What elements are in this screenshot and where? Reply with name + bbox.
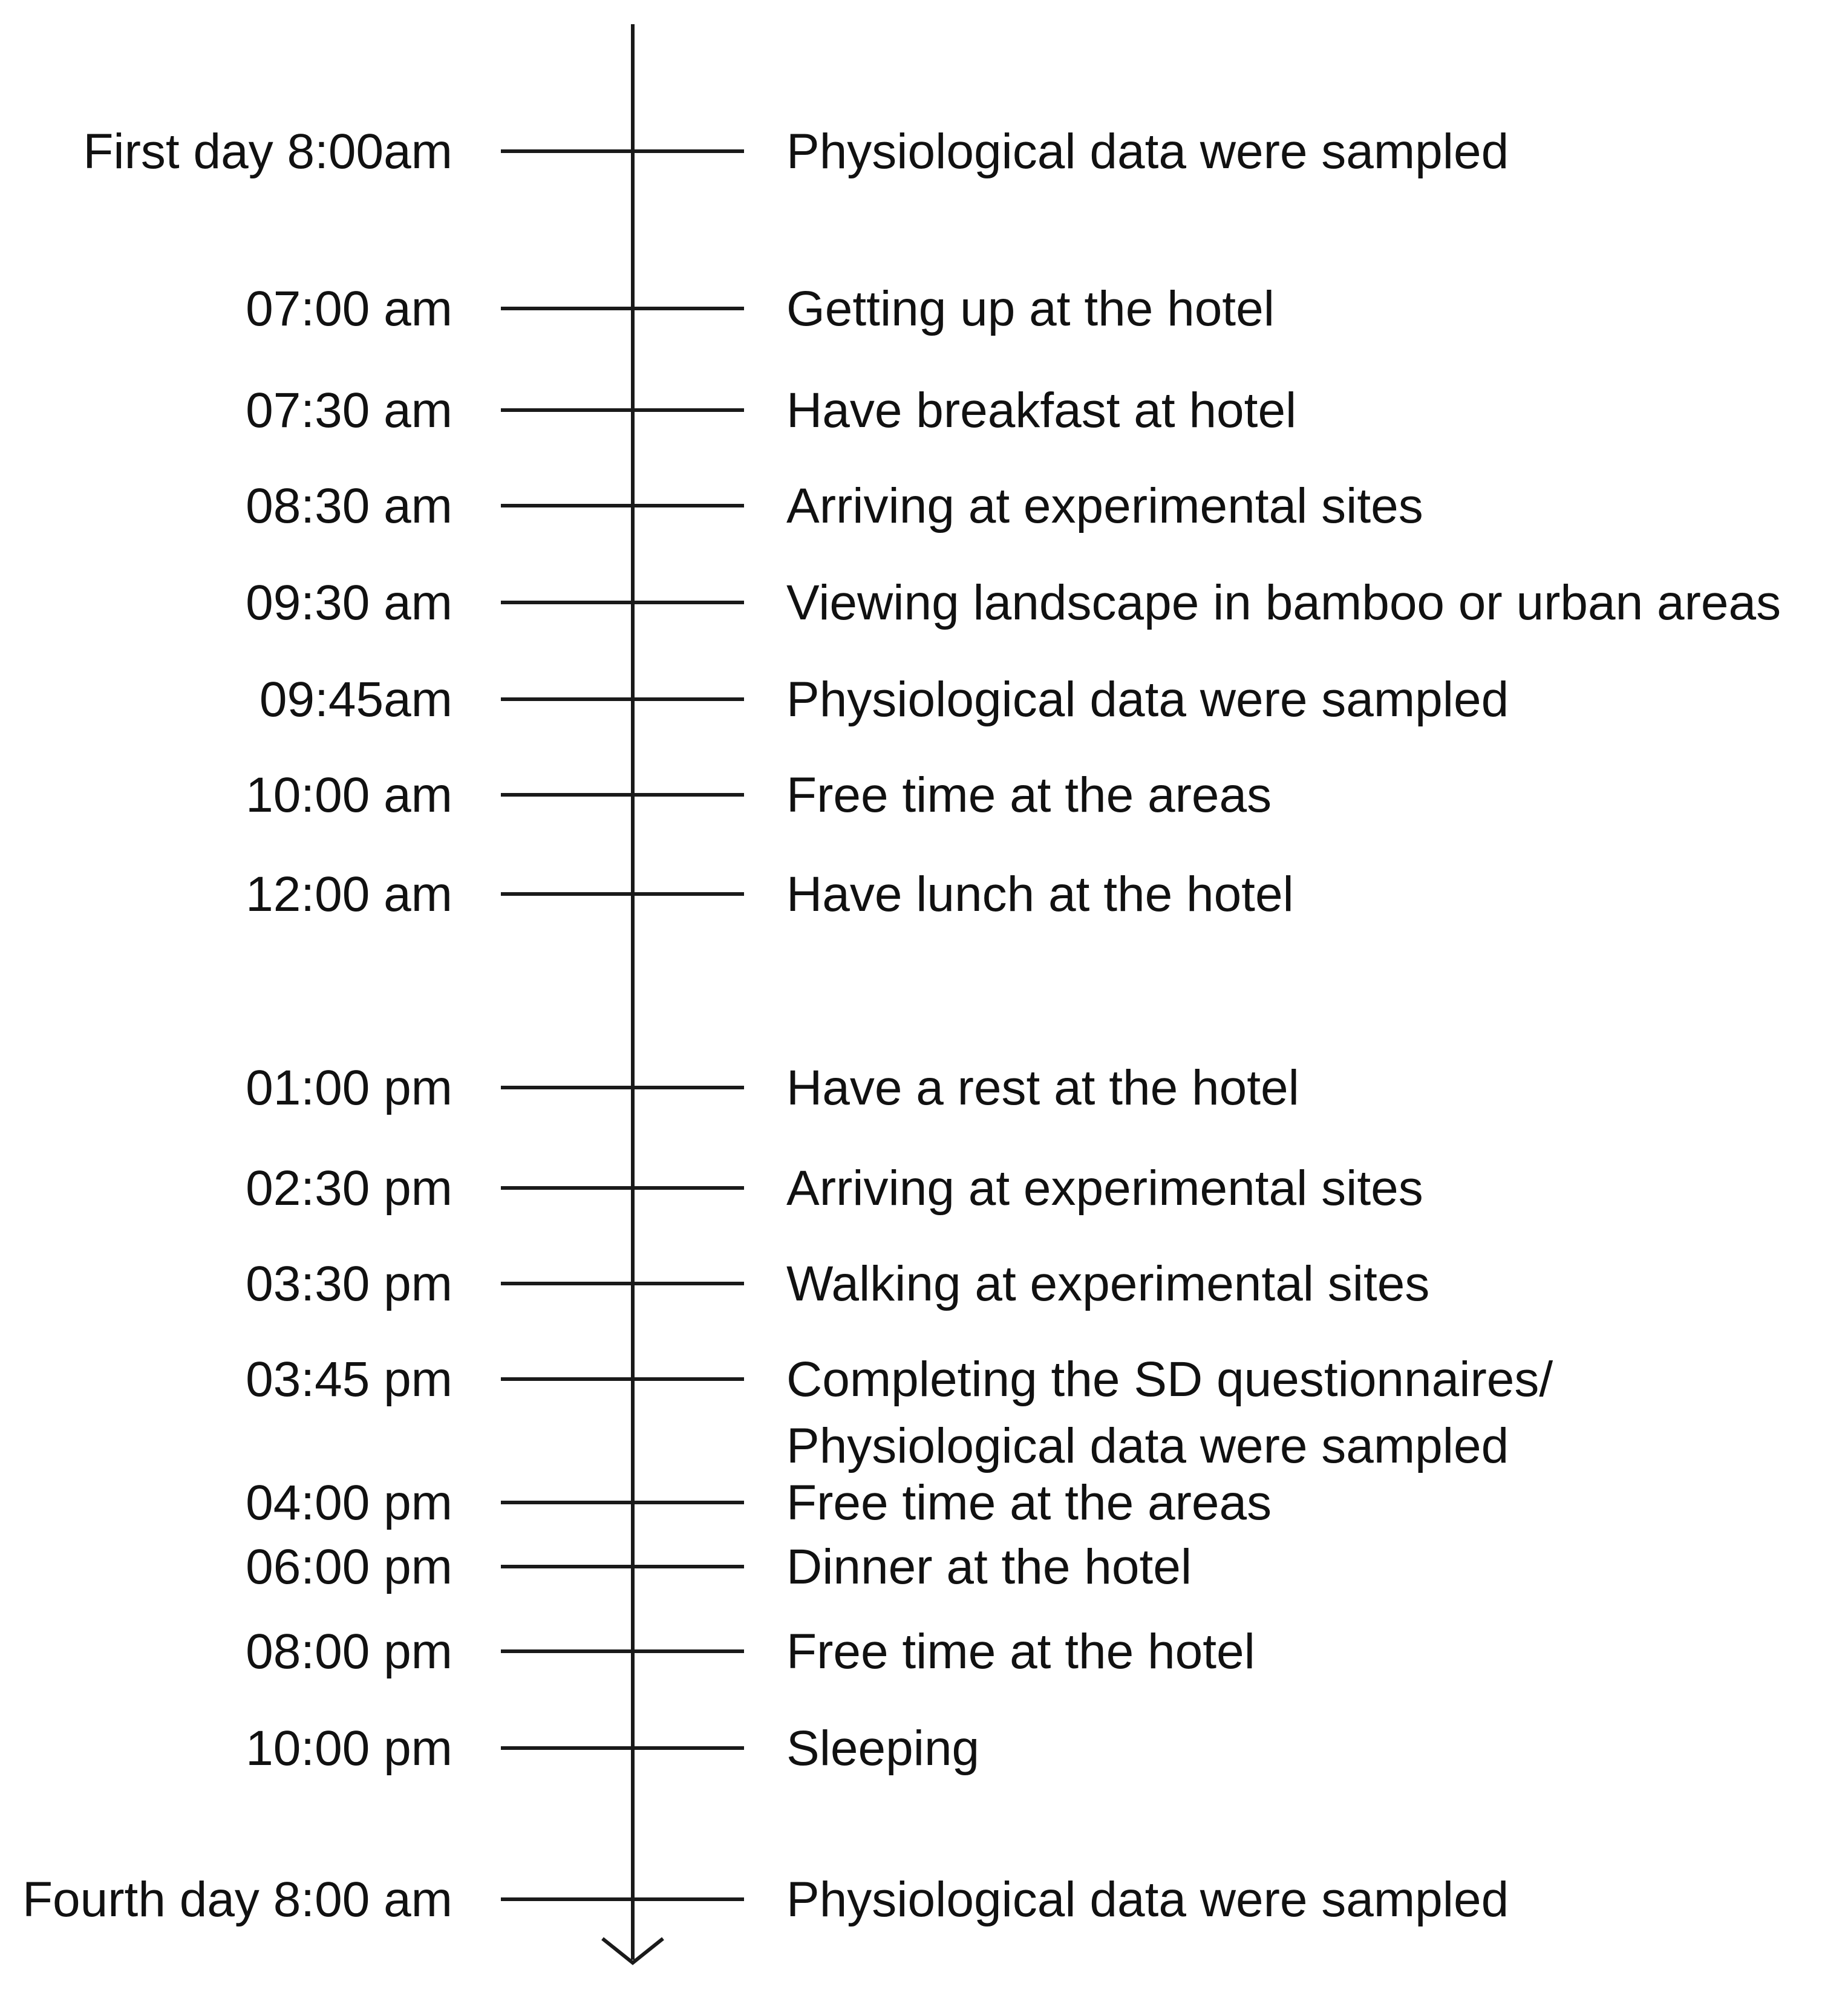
event-activity-label: Free time at the areas (786, 768, 1272, 823)
event-activity-label: Physiological data were sampled (786, 124, 1509, 179)
event-time-label: 07:00 am (246, 281, 452, 336)
event-activity-label: Physiological data were sampled (786, 1418, 1509, 1473)
event-activity-label: Sleeping (786, 1721, 980, 1776)
event-time-label: 09:45am (259, 672, 452, 727)
event-time-label: 08:30 am (246, 478, 452, 533)
event-time-label: 04:00 pm (246, 1475, 452, 1530)
event-activity-label: Walking at experimental sites (786, 1256, 1430, 1311)
event-activity-label: Viewing landscape in bamboo or urban areas (786, 575, 1781, 630)
event-activity-label: Have a rest at the hotel (786, 1060, 1299, 1115)
event-time-label: 07:30 am (246, 383, 452, 438)
event-time-label: 01:00 pm (246, 1060, 452, 1115)
event-time-label: Fourth day 8:00 am (22, 1872, 452, 1927)
event-time-label: 10:00 pm (246, 1721, 452, 1776)
event-activity-label: Physiological data were sampled (786, 1872, 1509, 1927)
event-activity-label: Dinner at the hotel (786, 1539, 1192, 1594)
event-time-label: 02:30 pm (246, 1161, 452, 1216)
event-activity-label: Arriving at experimental sites (786, 1161, 1423, 1216)
event-activity-label: Physiological data were sampled (786, 672, 1509, 727)
event-activity-label: Free time at the areas (786, 1475, 1272, 1530)
event-time-label: 10:00 am (246, 768, 452, 823)
event-activity-label: Arriving at experimental sites (786, 478, 1423, 533)
event-activity-label: Have breakfast at hotel (786, 383, 1297, 438)
event-time-label: 03:45 pm (246, 1352, 452, 1407)
event-time-label: 06:00 pm (246, 1539, 452, 1594)
timeline-events (22, 124, 1781, 1927)
event-time-label: 03:30 pm (246, 1256, 452, 1311)
event-time-label: 08:00 pm (246, 1624, 452, 1679)
event-time-label: First day 8:00am (83, 124, 452, 179)
event-time-label: 12:00 am (246, 867, 452, 922)
event-activity-label: Completing the SD questionnaires/ (786, 1352, 1553, 1407)
event-time-label: 09:30 am (246, 575, 452, 630)
event-activity-label: Free time at the hotel (786, 1624, 1255, 1679)
event-activity-label: Have lunch at the hotel (786, 867, 1294, 922)
event-activity-label: Getting up at the hotel (786, 281, 1275, 336)
